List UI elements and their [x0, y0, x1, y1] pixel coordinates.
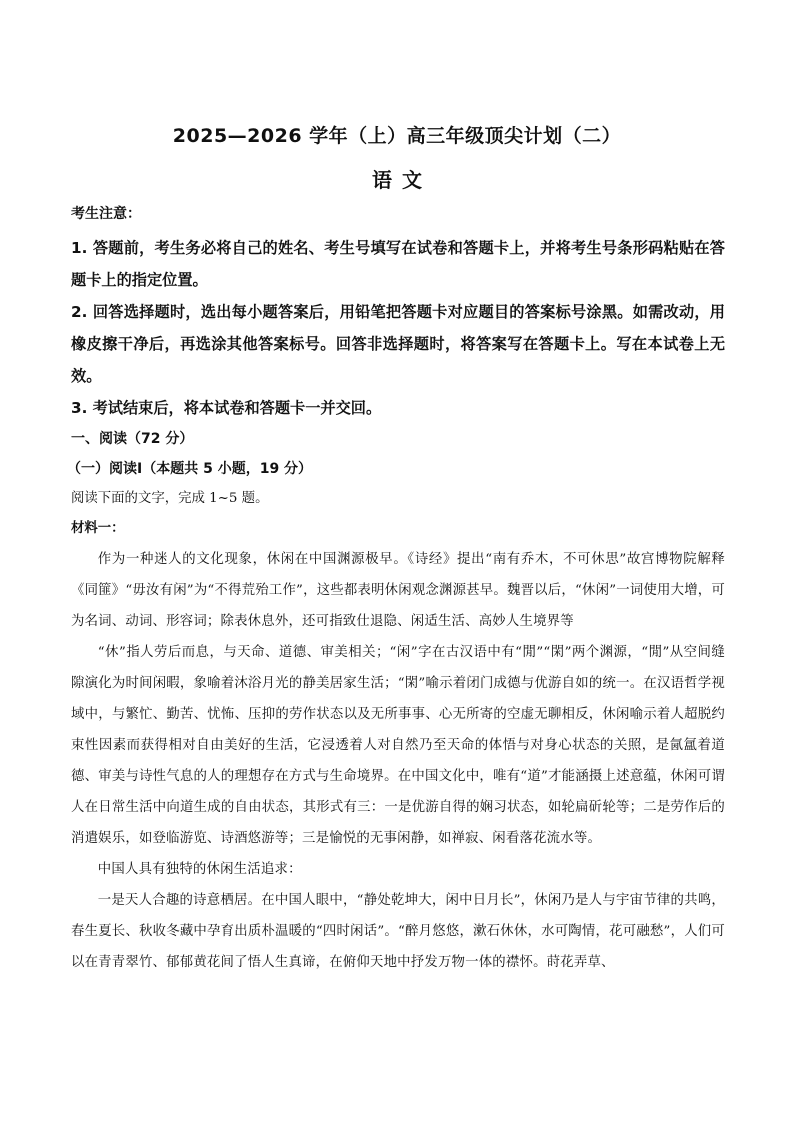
- notice-item: 1. 答题前，考生务必将自己的姓名、考生号填写在试卷和答题卡上，并将考生号条形码粘贴在答题卡上的指定位置。: [71, 239, 725, 289]
- body-paragraph: 作为一种迷人的文化现象，休闲在中国渊源极早。《诗经》提出“南有乔木，不可休思”故宫博物院解释《同篚》“毋汝有闲”为“不得荒殆工作”，这些都表明休闲观念渊源甚早。魏晋以后，“休闲”一词使用大增，可为名词、动词、形容词；除表休息外，还可指致仕退隐、闲适生活、高妙人生境界等: [71, 552, 725, 629]
- part-heading: （一）阅读Ⅰ（本题共 5 小题，19 分）: [67, 461, 313, 477]
- body-paragraph: “休”指人劳后而息，与天命、道德、审美相关；“闲”字在古汉语中有“閒”“閑”两个渊源，“閒”从空间缝隙演化为时间闲暇，象喻着沐浴月光的静美居家生活；“閑”喻示着闭门成德与优游自如的统一。在汉语哲学视域中，与繁忙、勤苦、忧怖、压抑的劳作状态以及无所事事、心无所寄的空虚无聊相反，休闲喻示着人超脱约束性因素而获得相对自由美好的生活，它浸透着人对自然乃至天命的体悟与对身心状态的关照，是氤氲着道德、审美与诗性气息的人的理想存在方式与生命境界。在中国文化中，唯有“道”才能涵摄上述意蕴，休闲可谓人在日常生活中向道生成的自由状态，其形式有三：一是优游自得的娴习状态，如轮扁斫轮等；二是劳作后的消遣娱乐，如登临游览、诗酒悠游等；三是愉悦的无事闲静，如禅寂、闲看落花流水等。: [71, 645, 725, 846]
- subject-title: 语文: [372, 168, 432, 192]
- notice-item: 2. 回答选择题时，选出每小题答案后，用铅笔把答题卡对应题目的答案标号涂黑。如需改动，用橡皮擦干净后，再选涂其他答案标号。回答非选择题时，将答案写在答题卡上。写在本试卷上无效。: [71, 303, 725, 385]
- reading-instruction: 阅读下面的文字，完成 1~5 题。: [71, 491, 269, 506]
- body-paragraph: 一是天人合趣的诗意栖居。在中国人眼中，“静处乾坤大，闲中日月长”，休闲乃是人与宇宙节律的共鸣，春生夏长、秋收冬藏中孕育出质朴温暖的“四时闲话”。“醉月悠悠，漱石休休，水可陶情，花可融愁”，人们可以在青青翠竹、郁郁黄花间了悟人生真谛，在俯仰天地中抒发万物一体的襟怀。莳花弄草、: [71, 893, 725, 970]
- body-paragraph: 中国人具有独特的休闲生活追求：: [97, 862, 302, 877]
- notice-heading: 考生注意：: [71, 206, 141, 222]
- notice-item: 3. 考试结束后，将本试卷和答题卡一并交回。: [71, 399, 382, 417]
- exam-title: 2025—2026 学年（上）高三年级顶尖计划（二）: [172, 125, 622, 147]
- material-label: 材料一：: [71, 521, 125, 536]
- section-heading: 一、阅读（72 分）: [71, 431, 194, 447]
- exam-content: [67, 203, 725, 978]
